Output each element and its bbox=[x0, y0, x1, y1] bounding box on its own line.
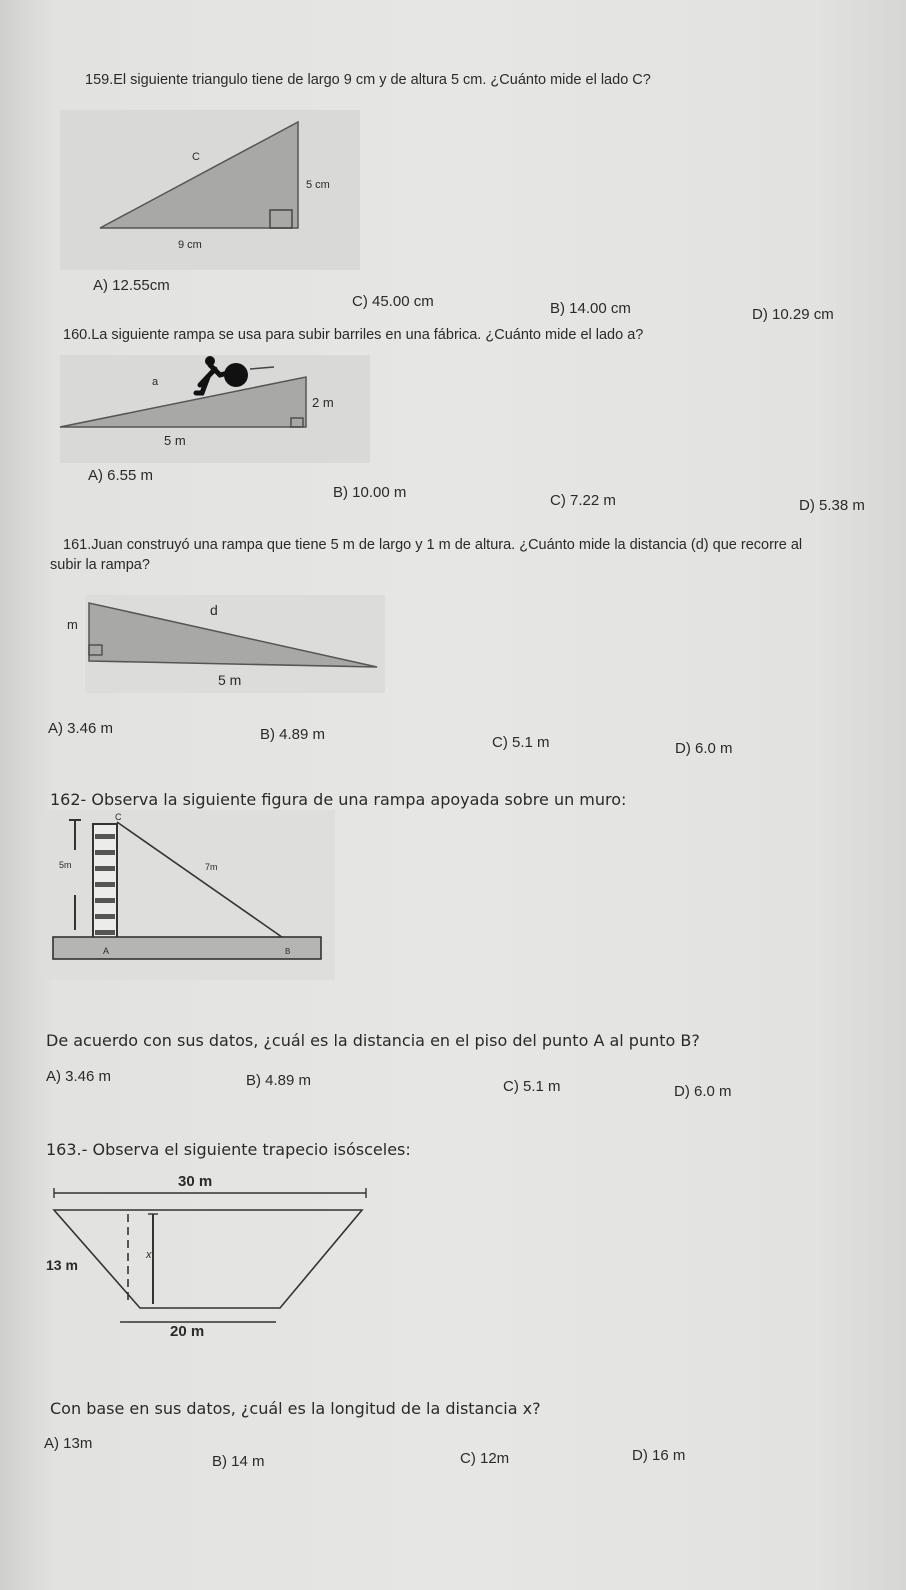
question-163: 163.- Observa el siguiente trapecio isósceles: bbox=[46, 1140, 411, 1159]
label-159-height: 5 cm bbox=[306, 179, 330, 191]
option-161-c[interactable]: C) 5.1 m bbox=[492, 734, 550, 751]
label-159-base: 9 cm bbox=[178, 239, 202, 251]
option-162-b[interactable]: B) 4.89 m bbox=[246, 1072, 312, 1089]
option-163-d[interactable]: D) 16 m bbox=[632, 1447, 686, 1464]
figure-160-ramp-barrel bbox=[50, 355, 370, 465]
label-162-ramp: 7m bbox=[205, 862, 218, 872]
option-161-b[interactable]: B) 4.89 m bbox=[260, 726, 326, 743]
followup-162: De acuerdo con sus datos, ¿cuál es la distancia en el piso del punto A al punto B? bbox=[46, 1031, 700, 1050]
label-162-a: A bbox=[103, 946, 110, 956]
label-160-hyp: a bbox=[152, 376, 159, 388]
option-163-b[interactable]: B) 14 m bbox=[212, 1453, 265, 1470]
option-162-c[interactable]: C) 5.1 m bbox=[503, 1078, 561, 1095]
option-162-a[interactable]: A) 3.46 m bbox=[46, 1068, 112, 1085]
option-160-d[interactable]: D) 5.38 m bbox=[799, 497, 865, 514]
label-162-b: B bbox=[285, 947, 291, 956]
option-161-d[interactable]: D) 6.0 m bbox=[675, 740, 733, 757]
option-162-d[interactable]: D) 6.0 m bbox=[674, 1083, 732, 1100]
option-159-a[interactable]: A) 12.55cm bbox=[93, 277, 170, 294]
label-160-height: 2 m bbox=[312, 395, 334, 410]
followup-163: Con base en sus datos, ¿cuál es la longitud de la distancia x? bbox=[50, 1399, 541, 1418]
option-160-c[interactable]: C) 7.22 m bbox=[550, 492, 616, 509]
wall-ladder bbox=[93, 824, 117, 942]
label-159-hyp: C bbox=[192, 151, 200, 163]
figure-159-right-triangle bbox=[60, 110, 360, 270]
label-161-base: 5 m bbox=[218, 672, 242, 688]
option-163-a[interactable]: A) 13m bbox=[44, 1435, 93, 1452]
label-161-hyp: d bbox=[210, 602, 218, 618]
option-161-a[interactable]: A) 3.46 m bbox=[48, 720, 114, 737]
option-160-b[interactable]: B) 10.00 m bbox=[333, 484, 407, 501]
label-161-height: m bbox=[67, 617, 78, 632]
question-159: 159.El siguiente triangulo tiene de largo 9 cm y de altura 5 cm. ¿Cuánto mide el lado C? bbox=[85, 72, 651, 88]
option-160-a[interactable]: A) 6.55 m bbox=[88, 467, 154, 484]
option-159-b[interactable]: B) 14.00 cm bbox=[550, 300, 631, 317]
label-162-wall: 5m bbox=[59, 860, 72, 870]
label-163-bottom: 20 m bbox=[170, 1323, 205, 1340]
label-162-top: C bbox=[115, 812, 122, 822]
label-163-side: 13 m bbox=[46, 1257, 78, 1273]
figure-163-isosceles-trapezoid bbox=[40, 1168, 380, 1338]
figure-162-ramp-wall bbox=[45, 810, 335, 980]
label-163-top: 30 m bbox=[178, 1173, 213, 1190]
question-161-line1: 161.Juan construyó una rampa que tiene 5 m de largo y 1 m de altura. ¿Cuánto mide la distancia (d) que recorre al bbox=[63, 537, 803, 553]
label-163-x: x bbox=[146, 1249, 152, 1261]
option-163-c[interactable]: C) 12m bbox=[460, 1450, 510, 1467]
question-161-line2: subir la rampa? bbox=[50, 557, 150, 573]
question-162: 162- Observa la siguiente figura de una rampa apoyada sobre un muro: bbox=[50, 790, 627, 809]
option-159-d[interactable]: D) 10.29 cm bbox=[752, 306, 834, 323]
option-159-c[interactable]: C) 45.00 cm bbox=[352, 293, 434, 310]
question-160: 160.La siguiente rampa se usa para subir barriles en una fábrica. ¿Cuánto mide el lado a? bbox=[63, 327, 644, 343]
label-160-base: 5 m bbox=[164, 433, 186, 448]
figure-161-ramp bbox=[55, 595, 385, 695]
